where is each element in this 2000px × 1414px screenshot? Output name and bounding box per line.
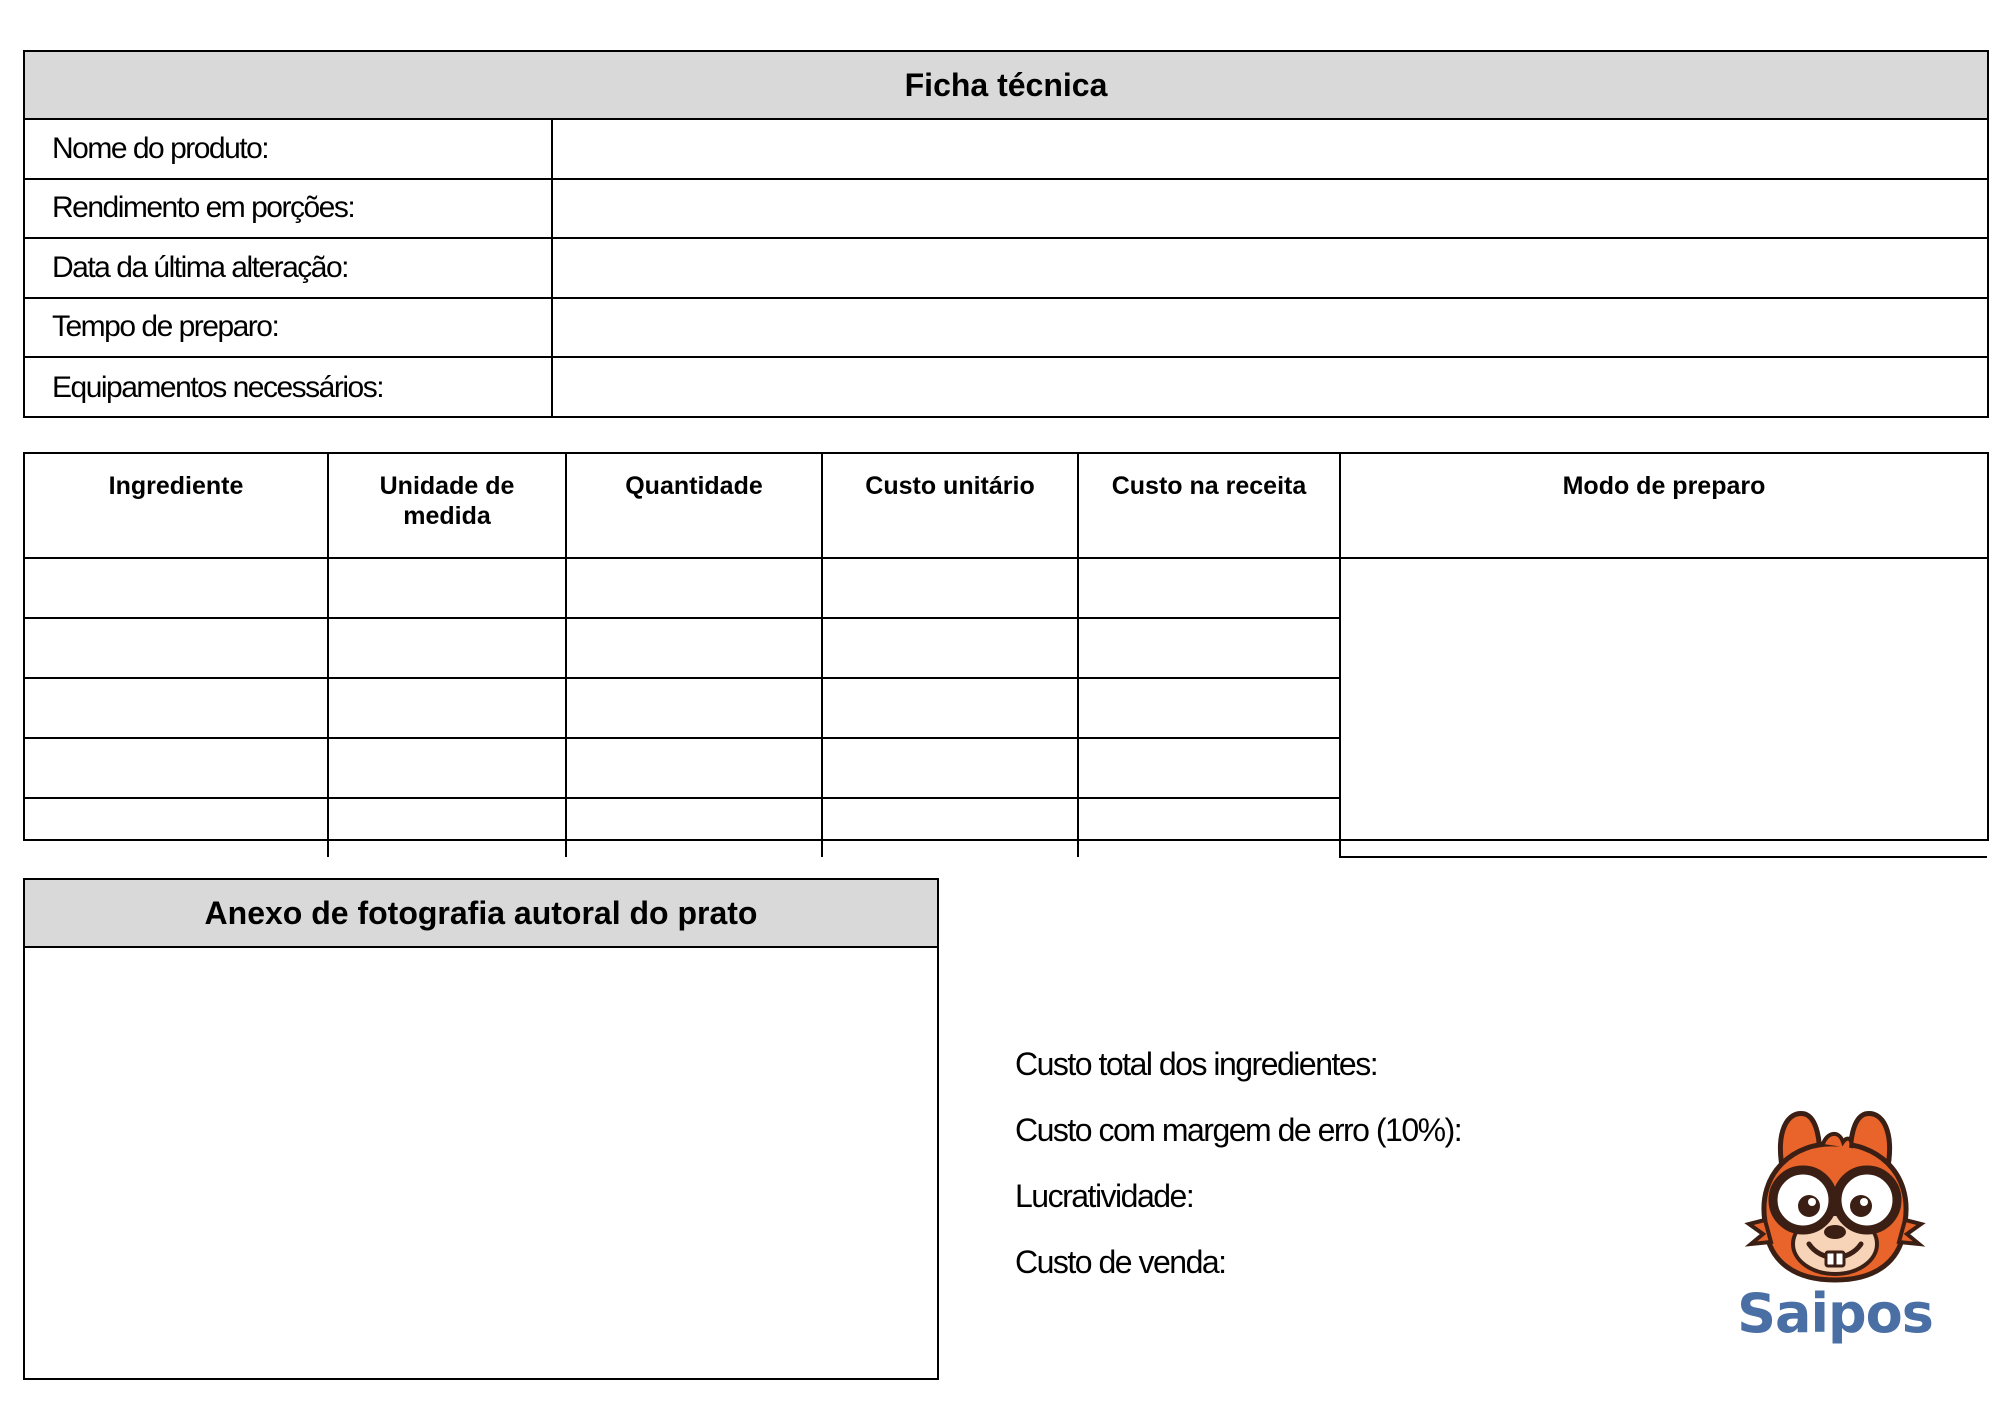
label-tempo-preparo: Tempo de preparo: — [25, 299, 553, 357]
field-nome-produto[interactable] — [553, 120, 1987, 178]
header-modo-preparo: Modo de preparo — [1340, 454, 1987, 558]
header-ingrediente: Ingrediente — [25, 454, 328, 558]
label-custo-margem: Custo com margem de erro (10%): — [1015, 1112, 1462, 1148]
saipos-logo — [1735, 1102, 1935, 1347]
header-quantidade: Quantidade — [566, 454, 822, 558]
header-unidade-medida: Unidade de medida — [328, 454, 566, 558]
cell-custo-unitario[interactable] — [822, 738, 1078, 798]
cell-custo-receita[interactable] — [1078, 798, 1340, 857]
anexo-fotografia-box — [23, 878, 939, 1380]
ingredients-header-row — [25, 454, 1987, 558]
label-custo-total: Custo total dos ingredientes: — [1015, 1046, 1378, 1082]
cost-summary — [1015, 1042, 1615, 1306]
field-equipamentos[interactable] — [553, 358, 1987, 418]
cell-custo-unitario[interactable] — [822, 678, 1078, 738]
cell-custo-unitario[interactable] — [822, 618, 1078, 678]
cell-quantidade[interactable] — [566, 558, 822, 618]
squirrel-mascot-icon — [1735, 1102, 1935, 1287]
cell-quantidade[interactable] — [566, 618, 822, 678]
cell-unidade[interactable] — [328, 558, 566, 618]
ficha-tecnica-table — [23, 50, 1989, 418]
cell-unidade[interactable] — [328, 798, 566, 857]
cell-quantidade[interactable] — [566, 738, 822, 798]
label-equipamentos: Equipamentos necessários: — [25, 358, 553, 418]
cell-ingrediente[interactable] — [25, 798, 328, 857]
row-tempo-preparo — [25, 299, 1987, 359]
ficha-tecnica-title: Ficha técnica — [25, 52, 1987, 120]
label-custo-venda: Custo de venda: — [1015, 1244, 1226, 1280]
row-data-alteracao — [25, 239, 1987, 299]
cell-custo-receita[interactable] — [1078, 618, 1340, 678]
field-data-alteracao[interactable] — [553, 239, 1987, 297]
cell-custo-unitario[interactable] — [822, 798, 1078, 857]
field-rendimento[interactable] — [553, 180, 1987, 238]
cell-custo-receita[interactable] — [1078, 558, 1340, 618]
cell-unidade[interactable] — [328, 738, 566, 798]
row-rendimento — [25, 180, 1987, 240]
photo-dropzone[interactable] — [25, 948, 937, 1378]
cell-custo-receita[interactable] — [1078, 678, 1340, 738]
field-tempo-preparo[interactable] — [553, 299, 1987, 357]
label-nome-produto: Nome do produto: — [25, 120, 553, 178]
label-lucratividade: Lucratividade: — [1015, 1178, 1194, 1214]
cell-unidade[interactable] — [328, 618, 566, 678]
cell-custo-unitario[interactable] — [822, 558, 1078, 618]
header-custo-receita: Custo na receita — [1078, 454, 1340, 558]
modo-preparo-area[interactable] — [1340, 558, 1987, 857]
label-rendimento: Rendimento em porções: — [25, 180, 553, 238]
label-data-alteracao: Data da última alteração: — [25, 239, 553, 297]
cell-ingrediente[interactable] — [25, 618, 328, 678]
ingredients-table — [23, 452, 1989, 841]
cell-unidade[interactable] — [328, 678, 566, 738]
table-row — [25, 558, 1987, 618]
header-custo-unitario: Custo unitário — [822, 454, 1078, 558]
anexo-fotografia-title: Anexo de fotografia autoral do prato — [25, 880, 937, 948]
saipos-logo-text: Saipos — [1737, 1282, 1933, 1345]
cell-ingrediente[interactable] — [25, 738, 328, 798]
cell-quantidade[interactable] — [566, 678, 822, 738]
cell-quantidade[interactable] — [566, 798, 822, 857]
row-nome-produto — [25, 120, 1987, 180]
cell-ingrediente[interactable] — [25, 558, 328, 618]
row-equipamentos — [25, 358, 1987, 418]
cell-custo-receita[interactable] — [1078, 738, 1340, 798]
cell-ingrediente[interactable] — [25, 678, 328, 738]
